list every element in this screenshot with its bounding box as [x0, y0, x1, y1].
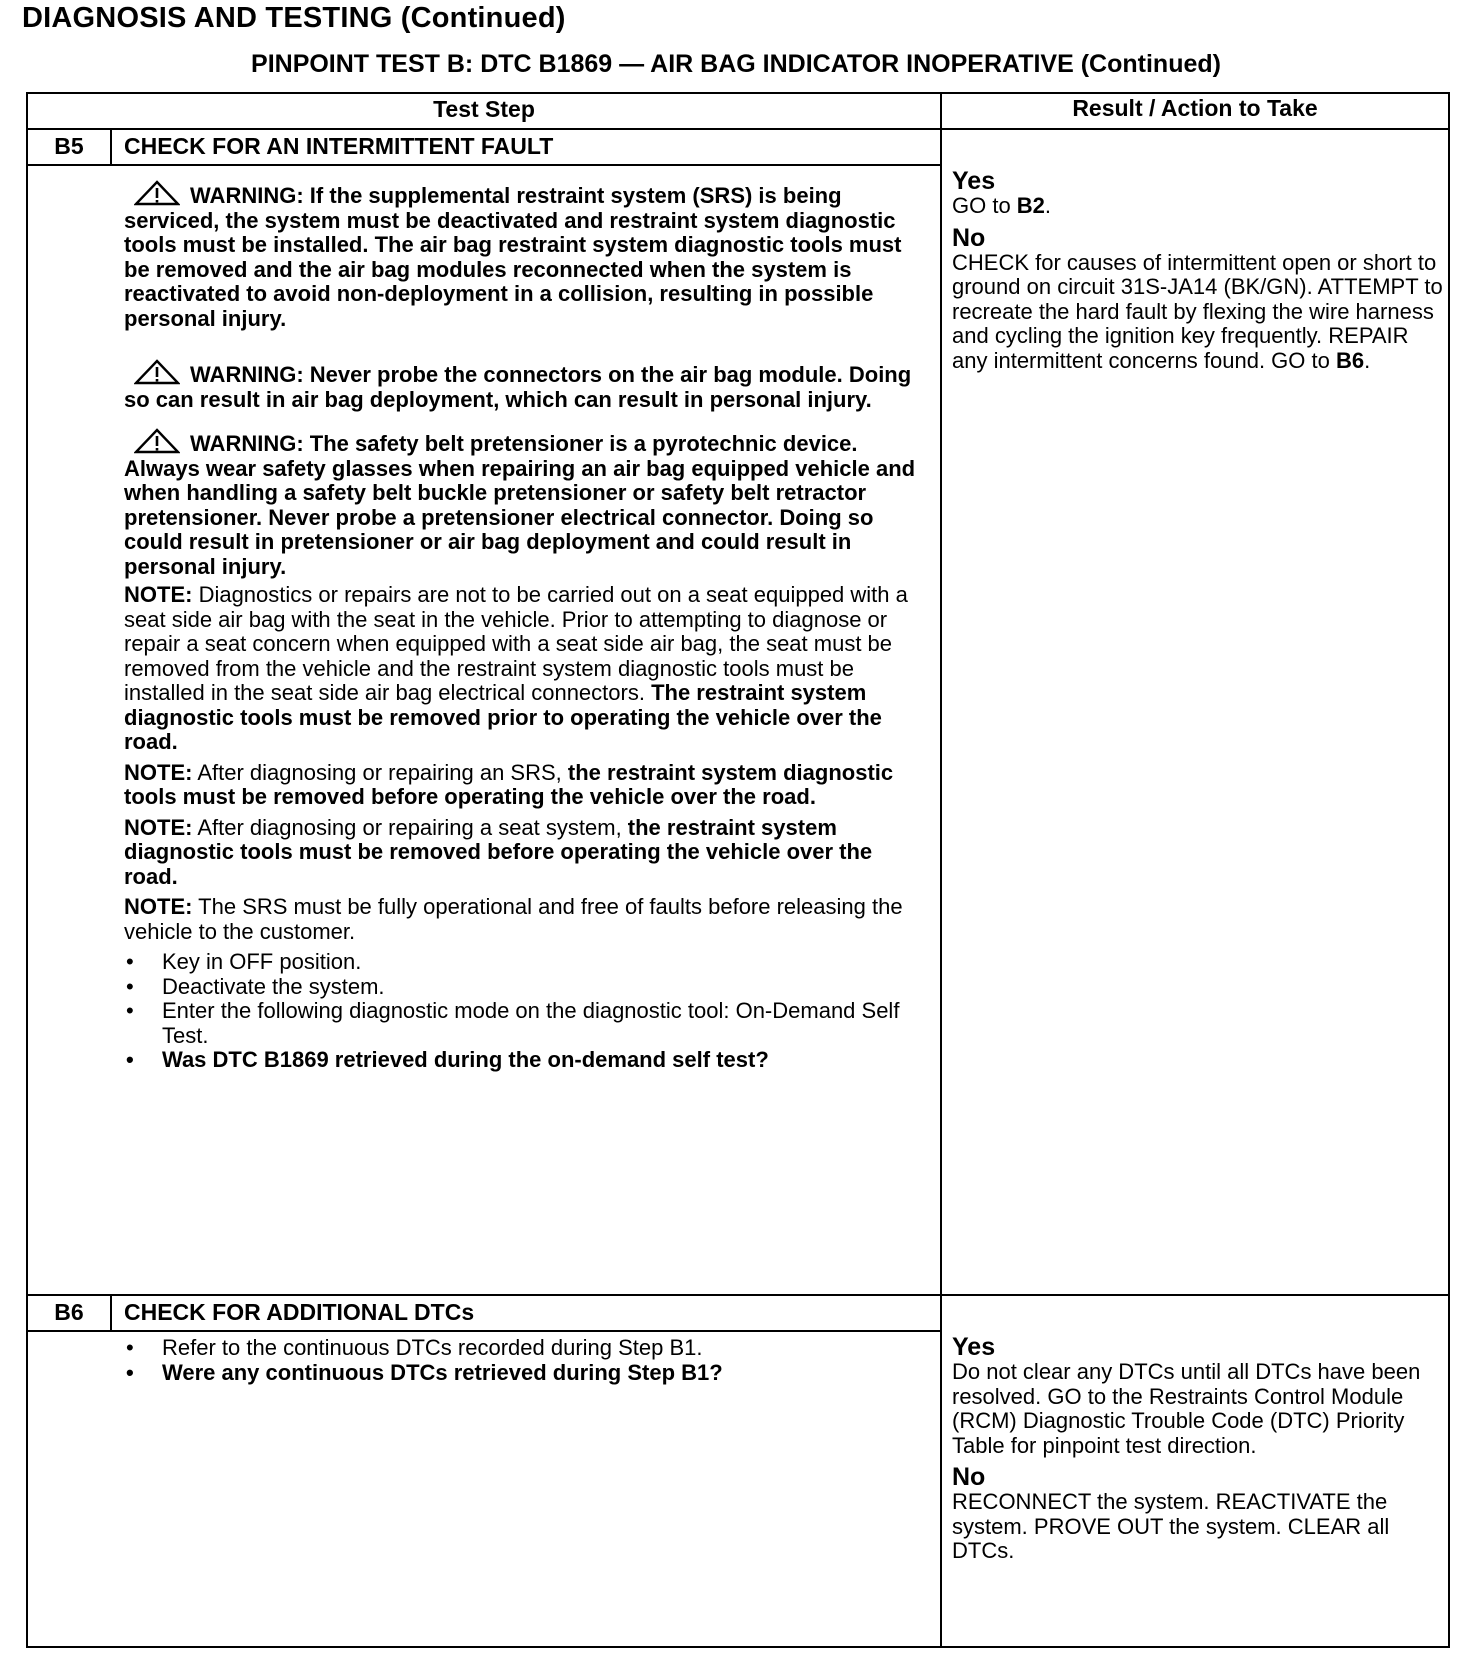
- warning-text: WARNING: The safety belt pretensioner is a pyrotechnic device. Always wear safety glasses when repairing an air bag equipped vehicle and when handling a safety belt buckle pretensioner or safety belt retractor pretensioner. Never probe a pretensioner electrical connector. Doing so could result in pretensioner or air bag deployment and could result in personal injury.: [124, 431, 916, 579]
- step-b6-body: [124, 1336, 924, 1385]
- step-question: • Were any continuous DTCs retrieved during Step B1?: [124, 1361, 924, 1386]
- note-label: NOTE:: [124, 814, 193, 840]
- warning-text: WARNING: Never probe the connectors on the air bag module. Doing so can result in air bag deployment, which can result in personal injury.: [124, 362, 912, 412]
- note-text: The SRS must be fully operational and free of faults before releasing the vehicle to the customer.: [124, 894, 903, 944]
- step-title: CHECK FOR AN INTERMITTENT FAULT: [124, 133, 554, 159]
- b5-title-divider: [26, 164, 942, 166]
- step-id: B6: [54, 1299, 84, 1325]
- list-item: • Refer to the continuous DTCs recorded during Step B1.: [124, 1336, 924, 1361]
- note-label: NOTE:: [124, 894, 193, 919]
- b6-title-divider: [26, 1330, 942, 1332]
- note-block: [124, 816, 924, 890]
- list-item: • Enter the following diagnostic mode on the diagnostic tool: On-Demand Self Test.: [124, 999, 924, 1048]
- step-b5-result: [952, 164, 1444, 379]
- b6-id-divider: [110, 1294, 112, 1332]
- result-no-label: No: [952, 1463, 986, 1491]
- step-bullet-list: [124, 950, 924, 1073]
- result-yes-label: Yes: [952, 1333, 996, 1361]
- result-yes-label: Yes: [952, 167, 996, 195]
- warning-triangle-icon: [134, 180, 180, 206]
- note-text: After diagnosing or repairing a seat system,: [192, 814, 628, 840]
- note-text: Diagnostics or repairs are not to be carried out on a seat equipped with a seat side air bag with the seat in the vehicle. Prior to attempting to diagnose or repair a seat concern when equipped with a seat side air bag, the seat must be removed from the vehicle and the restraint system diagnostic tools must be installed in the seat side air bag electrical connectors.: [124, 582, 908, 705]
- warning-triangle-icon: [134, 359, 180, 385]
- column-divider: [940, 92, 942, 1648]
- header-test-step: Test Step: [433, 96, 535, 122]
- result-no-text: CHECK for causes of intermittent open or short to ground on circuit 31S-JA14 (BK/GN). ATTEMPT to recreate the hard fault by flexing the wire harness and cycling the ignition key frequently. REPAIR any intermittent concerns found. GO to B6.: [952, 249, 1443, 373]
- list-item: • Deactivate the system.: [124, 975, 924, 1000]
- pinpoint-test-table: [26, 92, 1450, 1648]
- warning-block: [124, 428, 924, 579]
- step-question: • Was DTC B1869 retrieved during the on-demand self test?: [124, 1048, 924, 1073]
- result-no-text: RECONNECT the system. REACTIVATE the system. PROVE OUT the system. CLEAR all DTCs.: [952, 1489, 1390, 1563]
- step-title: CHECK FOR ADDITIONAL DTCs: [124, 1299, 475, 1325]
- warning-block: [124, 180, 924, 331]
- result-no-label: No: [952, 223, 986, 252]
- note-label: NOTE:: [124, 582, 193, 607]
- table-title: PINPOINT TEST B: DTC B1869 — AIR BAG INDICATOR INOPERATIVE (Continued): [251, 50, 1221, 78]
- step-bullet-list: [124, 1336, 924, 1385]
- note-bold-text: the restraint system diagnostic tools must be removed before operating the vehicle over the road.: [124, 759, 894, 809]
- warning-triangle-icon: [134, 428, 180, 454]
- table-border-right: [1448, 92, 1450, 1648]
- header-divider: [26, 128, 1450, 130]
- warning-block: [124, 359, 924, 412]
- step-b6-result: [952, 1330, 1444, 1570]
- note-block: [124, 895, 924, 944]
- note-block: [124, 583, 924, 755]
- step-id: B5: [54, 133, 84, 159]
- note-bold-text: the restraint system diagnostic tools must be removed before operating the vehicle over the road.: [124, 814, 873, 889]
- table-border-top: [26, 92, 1450, 94]
- step-divider: [26, 1294, 1450, 1296]
- step-b5-body: [124, 180, 924, 1073]
- table-border-left: [26, 92, 28, 1648]
- result-yes-text: GO to B2.: [952, 193, 1052, 218]
- note-bold-text: The restraint system diagnostic tools must be removed prior to operating the vehicle over the road.: [124, 680, 882, 754]
- note-text: After diagnosing or repairing an SRS,: [192, 759, 568, 785]
- list-item: • Key in OFF position.: [124, 950, 924, 975]
- page-title: DIAGNOSIS AND TESTING (Continued): [22, 2, 566, 34]
- table-border-bottom: [26, 1646, 1450, 1648]
- result-yes-text: Do not clear any DTCs until all DTCs have been resolved. GO to the Restraints Control Module (RCM) Diagnostic Trouble Code (DTC) Priority Table for pinpoint test direction.: [952, 1359, 1421, 1458]
- header-result: Result / Action to Take: [1072, 95, 1318, 121]
- note-label: NOTE:: [124, 759, 193, 785]
- b5-id-divider: [110, 128, 112, 166]
- warning-text: WARNING: If the supplemental restraint system (SRS) is being serviced, the system must be deactivated and restraint system diagnostic tools must be installed. The air bag restraint system diagnostic tools must be removed and the air bag modules reconnected when the system is reactivated to avoid non-deployment in a collision, resulting in possible personal injury.: [124, 183, 902, 331]
- note-block: [124, 761, 924, 810]
